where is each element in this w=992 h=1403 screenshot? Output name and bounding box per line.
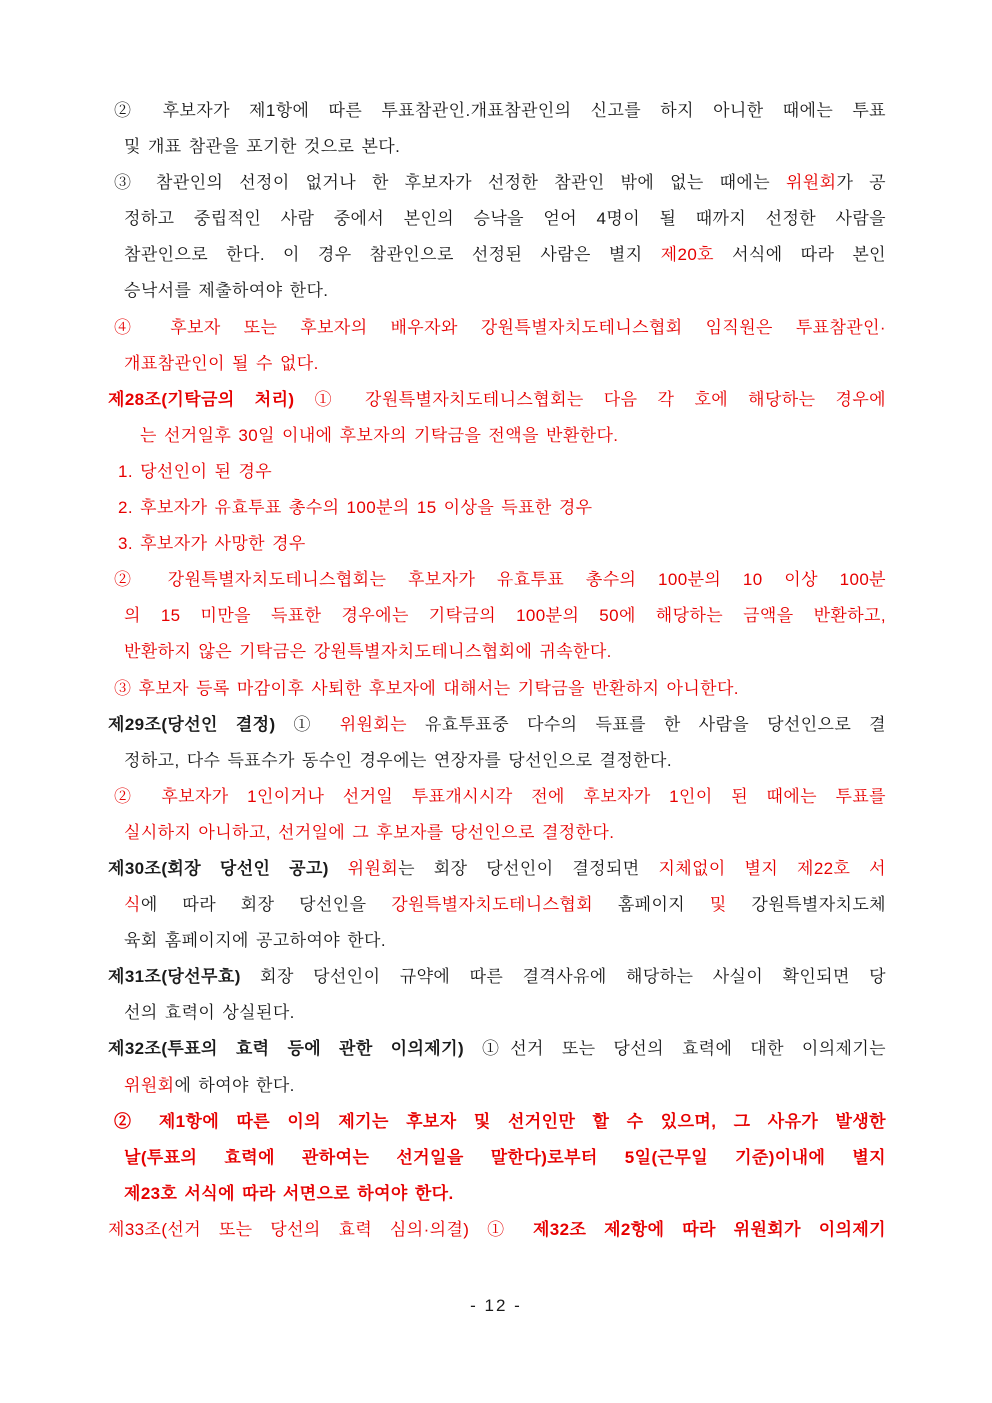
text-segment: 육회 홈페이지에 공고하여야 한다. [124, 931, 386, 951]
text-segment: 1. 당선인이 된 경우 [118, 461, 273, 481]
text-segment: 승낙서를 제출하여야 한다. [124, 281, 329, 301]
text-segment: 제20호 [660, 245, 715, 265]
text-segment: ③ 후보자 등록 마감이후 사퇴한 후보자에 대해서는 기탁금을 반환하지 아니한다. [114, 678, 739, 698]
text-line [108, 1068, 886, 1104]
text-segment: 는 선거일후 30일 이내에 후보자의 기탁금을 전액을 반환한다. [140, 425, 619, 445]
text-segment: 에 하여야 한다. [174, 1075, 295, 1095]
text-segment: 날(투표의 효력에 관하여는 선거일을 말한다)로부터 5일(근무일 기준)이내에 별지 [124, 1147, 886, 1167]
text-line [108, 671, 886, 707]
text-segment: 제23호 서식에 따라 서면으로 하여야 한다. [124, 1183, 454, 1203]
text-line [108, 454, 886, 490]
text-segment: 유효투표중 다수의 득표를 한 사람을 당선인으로 결 [407, 714, 886, 734]
text-line [108, 418, 886, 454]
text-line [108, 959, 886, 995]
text-segment: 강원특별자치도테니스협회 [391, 895, 594, 915]
text-segment: 에 따라 회장 당선인을 [140, 895, 392, 915]
text-line [108, 1104, 886, 1140]
text-segment: 및 개표 참관을 포기한 것으로 본다. [124, 137, 401, 157]
text-segment: ② 후보자가 1인이거나 선거일 투표개시시각 전에 후보자가 1인이 된 때에는 투표를 [114, 786, 886, 806]
text-segment: 선의 효력이 상실된다. [124, 1003, 295, 1023]
text-line [108, 562, 886, 598]
text-segment: 반환하지 않은 기탁금은 강원특별자치도테니스협회에 귀속한다. [124, 642, 612, 662]
page-number: - 12 - [470, 1296, 522, 1315]
text-line [108, 273, 886, 309]
text-line [108, 93, 886, 129]
text-segment: ①선거 또는 당선의 효력에 대한 이의제기는 [464, 1039, 886, 1059]
text-segment: 정하고 중립적인 사람 중에서 본인의 승낙을 얻어 4명이 될 때까지 선정한 사람을 [124, 209, 886, 229]
text-segment [329, 859, 348, 878]
text-segment: 의 15 미만을 득표한 경우에는 기탁금의 100분의 50에 해당하는 금액을 반환하고, [124, 606, 886, 626]
text-segment: 제29조(당선인 결정) [108, 714, 276, 734]
text-line [108, 634, 886, 670]
text-line [108, 201, 886, 237]
text-segment: 강원특별자치도체 [726, 895, 887, 915]
text-segment: ④ 후보자 또는 후보자의 배우자와 강원특별자치도테니스협회 임직원은 투표참관인· [114, 317, 886, 337]
text-segment: 제32조 제2항에 따라 위원회가 이의제기 [532, 1219, 886, 1239]
text-segment: 제33조(선거 또는 당선의 효력 심의·의결) ① [108, 1219, 533, 1239]
text-segment: 위원회 [124, 1075, 175, 1095]
text-segment: ② 후보자가 제1항에 따른 투표참관인.개표참관인의 신고를 하지 아니한 때에는 투표 [114, 101, 886, 120]
text-segment: 2. 후보자가 유효투표 총수의 100분의 15 이상을 득표한 경우 [118, 498, 593, 518]
text-segment: 제32조(투표의 효력 등에 관한 이의제기) [108, 1039, 465, 1059]
text-segment: 실시하지 아니하고, 선거일에 그 후보자를 당선인으로 결정한다. [124, 822, 615, 842]
text-segment: 는 회장 당선인이 결정되면 [398, 858, 659, 878]
text-segment: 제30조(회장 당선인 공고) [108, 858, 329, 878]
text-segment: ① 강원특별자치도테니스협회는 다음 각 호에 해당하는 경우에 [294, 389, 887, 409]
text-line [108, 887, 886, 923]
text-segment: 홈페이지 [593, 895, 710, 915]
text-line [108, 526, 886, 562]
text-line [108, 1176, 886, 1212]
text-segment: 가 공 [836, 173, 886, 193]
text-segment: 3. 후보자가 사망한 경우 [118, 534, 306, 554]
text-segment: 회장 당선인이 규약에 따른 결격사유에 해당하는 사실이 확인되면 당 [240, 967, 886, 987]
text-line [108, 1212, 886, 1248]
text-line [108, 707, 886, 743]
text-line [108, 743, 886, 779]
text-segment: 및 [709, 895, 727, 915]
text-line [108, 923, 886, 959]
text-segment: 개표참관인이 될 수 없다. [124, 353, 319, 373]
text-segment: 참관인으로 한다. 이 경우 참관인으로 선정된 사람은 별지 [124, 245, 661, 265]
document-body [108, 93, 886, 1248]
text-line [108, 165, 886, 201]
text-segment: 정하고, 다수 득표수가 동수인 경우에는 연장자를 당선인으로 결정한다. [124, 750, 672, 770]
text-line [108, 995, 886, 1031]
text-line [108, 815, 886, 851]
text-segment: 제28조(기탁금의 처리) [108, 389, 295, 409]
text-line [108, 382, 886, 418]
text-line [108, 1140, 886, 1176]
text-line [108, 346, 886, 382]
text-segment: 서식에 따라 본인 [714, 245, 887, 265]
text-segment: 위원회 [347, 858, 399, 878]
text-segment: 식 [124, 895, 141, 915]
text-line [108, 851, 886, 887]
text-segment: ② 강원특별자치도테니스협회는 후보자가 유효투표 총수의 100분의 10 이상 100분 [114, 570, 886, 590]
text-line [108, 129, 886, 165]
text-segment: ③ 참관인의 선정이 없거나 한 후보자가 선정한 참관인 밖에 없는 때에는 [114, 173, 786, 193]
text-line [108, 310, 886, 346]
text-line [108, 779, 886, 815]
text-segment: ① [275, 714, 340, 734]
text-line [108, 490, 886, 526]
text-line [108, 237, 886, 273]
text-line [108, 598, 886, 634]
text-segment: 위원회 [785, 173, 837, 193]
text-segment: 위원회는 [339, 714, 407, 734]
text-segment: 제31조(당선무효) [108, 967, 241, 987]
text-segment: ② 제1항에 따른 이의 제기는 후보자 및 선거인만 할 수 있으며, 그 사유가 발생한 [114, 1111, 886, 1131]
text-segment: 지체없이 별지 제22호 서 [658, 858, 886, 878]
text-line [108, 1031, 886, 1067]
